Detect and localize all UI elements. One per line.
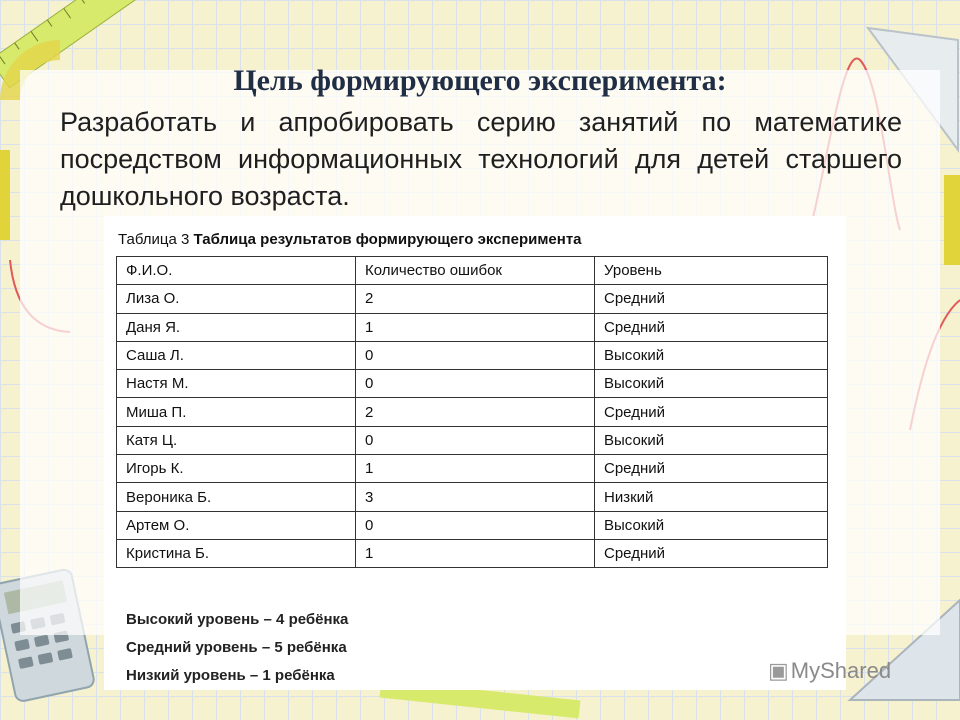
cell-name: Лиза О. [117,285,356,313]
summary-list [126,606,348,690]
cell-level: Средний [595,455,828,483]
cell-name: Артем О. [117,511,356,539]
cell-name: Даня Я. [117,313,356,341]
cell-level: Средний [595,313,828,341]
right-ruler-icon [944,175,960,265]
cell-name: Кристина Б. [117,539,356,567]
cell-level: Низкий [595,483,828,511]
summary-low: Низкий уровень – 1 ребёнка [126,667,335,684]
table-caption-title: Таблица результатов формирующего эксперимента [193,231,582,248]
results-table [116,256,828,568]
watermark-text: MyShared [790,658,892,683]
cell-name: Вероника Б. [117,483,356,511]
table-row [117,455,828,483]
projector-icon: ▣ [768,658,789,683]
cell-errors: 1 [356,455,595,483]
cell-level: Высокий [595,370,828,398]
table-row [117,313,828,341]
header-errors: Количество ошибок [356,257,595,285]
cell-name: Игорь К. [117,455,356,483]
cell-level: Высокий [595,511,828,539]
cell-errors: 0 [356,511,595,539]
cell-errors: 2 [356,398,595,426]
table-caption-prefix: Таблица 3 [118,231,190,248]
slide-body-text: Разработать и апробировать серию занятий по математике посредством информационных технологий для детей старшего дошкольного возраста. [60,107,902,211]
cell-level: Средний [595,285,828,313]
table-row [117,341,828,369]
table-row [117,370,828,398]
cell-level: Средний [595,539,828,567]
cell-level: Высокий [595,426,828,454]
cell-name: Саша Л. [117,341,356,369]
watermark-logo [768,658,891,684]
table-row [117,426,828,454]
table-caption [118,231,838,248]
cell-errors: 1 [356,539,595,567]
cell-name: Миша П. [117,398,356,426]
table-row [117,539,828,567]
cell-errors: 1 [356,313,595,341]
cell-errors: 2 [356,285,595,313]
cell-name: Катя Ц. [117,426,356,454]
cell-errors: 3 [356,483,595,511]
table-row [117,511,828,539]
vertical-ruler-icon [0,150,10,240]
table-row [117,483,828,511]
table-row [117,285,828,313]
cell-level: Средний [595,398,828,426]
table-row [117,398,828,426]
summary-medium: Средний уровень – 5 ребёнка [126,639,347,656]
slide-heading: Цель формирующего эксперимента: [233,64,727,97]
summary-high: Высокий уровень – 4 ребёнка [126,611,349,628]
cell-errors: 0 [356,370,595,398]
table-header-row [117,257,828,285]
header-name: Ф.И.О. [117,257,356,285]
cell-name: Настя М. [117,370,356,398]
cell-errors: 0 [356,426,595,454]
cell-level: Высокий [595,341,828,369]
header-level: Уровень [595,257,828,285]
cell-errors: 0 [356,341,595,369]
